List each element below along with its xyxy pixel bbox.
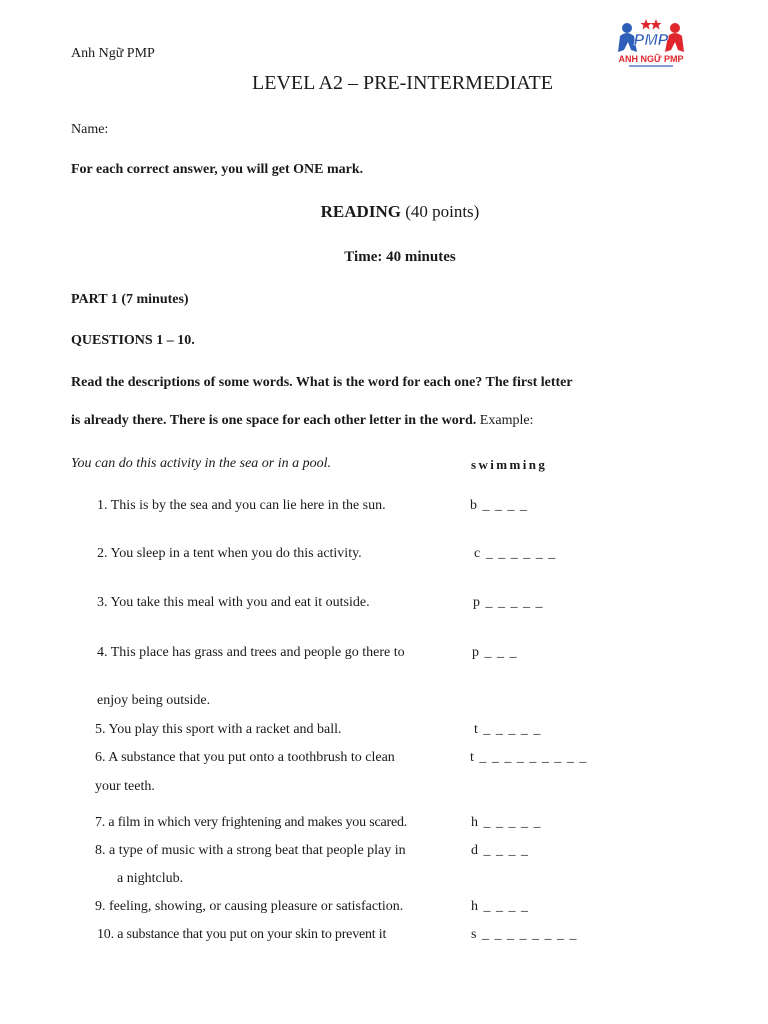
question-5-answer: t _ _ _ _ _ — [474, 722, 542, 737]
instructions-line-2 — [71, 413, 533, 429]
marks-note: For each correct answer, you will get ONE mark. — [71, 162, 364, 177]
question-3-answer: p _ _ _ _ _ — [473, 595, 544, 610]
question-8-answer: d _ _ _ _ — [471, 843, 529, 858]
instructions-line-2-bold: is already there. There is one space for each other letter in the word. — [71, 413, 477, 428]
question-9-answer: h _ _ _ _ — [471, 899, 529, 914]
question-2-answer: c _ _ _ _ _ _ — [474, 546, 557, 561]
question-1-answer: b _ _ _ _ — [470, 498, 528, 513]
logo-icon — [611, 14, 691, 70]
logo-mark-text: PMP — [633, 32, 669, 49]
time-label: Time: 40 minutes — [344, 249, 456, 265]
question-6-answer: t _ _ _ _ _ _ _ _ _ — [470, 750, 588, 765]
question-7-text: 7. a film in which very frightening and makes you scared. — [95, 815, 408, 830]
instructions-line-2-tail: Example: — [476, 413, 534, 428]
section-title-points: (40 points) — [400, 202, 480, 221]
school-name: Anh Ngữ PMP — [71, 46, 155, 61]
instructions-line-1: Read the descriptions of some words. What is the word for each one? The first letter — [71, 375, 573, 390]
question-9-text: 9. feeling, showing, or causing pleasure or satisfaction. — [95, 899, 404, 914]
name-field-label: Name: — [71, 122, 109, 137]
question-2-text: 2. You sleep in a tent when you do this activity. — [97, 546, 362, 561]
logo-caption: ANH NGỮ PMP — [618, 54, 684, 64]
question-10-text: 10. a substance that you put on your skin to prevent it — [97, 927, 387, 942]
example-description: You can do this activity in the sea or in a pool. — [71, 456, 332, 471]
question-6-text: 6. A substance that you put onto a toothbrush to clean — [95, 750, 395, 765]
section-title — [0, 202, 768, 222]
question-4-text-cont: enjoy being outside. — [97, 693, 211, 708]
question-4-answer: p _ _ _ — [472, 645, 518, 660]
question-6-text-cont: your teeth. — [95, 779, 155, 794]
question-10-answer: s _ _ _ _ _ _ _ _ — [471, 927, 578, 942]
question-4-text: 4. This place has grass and trees and people go there to — [97, 645, 405, 660]
question-3-text: 3. You take this meal with you and eat it outside. — [97, 595, 370, 610]
example-answer: swimming — [471, 457, 548, 472]
questions-range: QUESTIONS 1 – 10. — [71, 333, 195, 348]
question-8-text-cont: a nightclub. — [117, 871, 184, 886]
page-title: LEVEL A2 – PRE-INTERMEDIATE — [252, 72, 553, 94]
question-1-text: 1. This is by the sea and you can lie here in the sun. — [97, 498, 386, 513]
part-label: PART 1 (7 minutes) — [71, 292, 189, 307]
school-logo — [611, 14, 691, 70]
section-title-main: READING — [320, 202, 401, 221]
question-5-text: 5. You play this sport with a racket and ball. — [95, 722, 342, 737]
question-8-text: 8. a type of music with a strong beat that people play in — [95, 843, 406, 858]
question-7-answer: h _ _ _ _ _ — [471, 815, 542, 830]
